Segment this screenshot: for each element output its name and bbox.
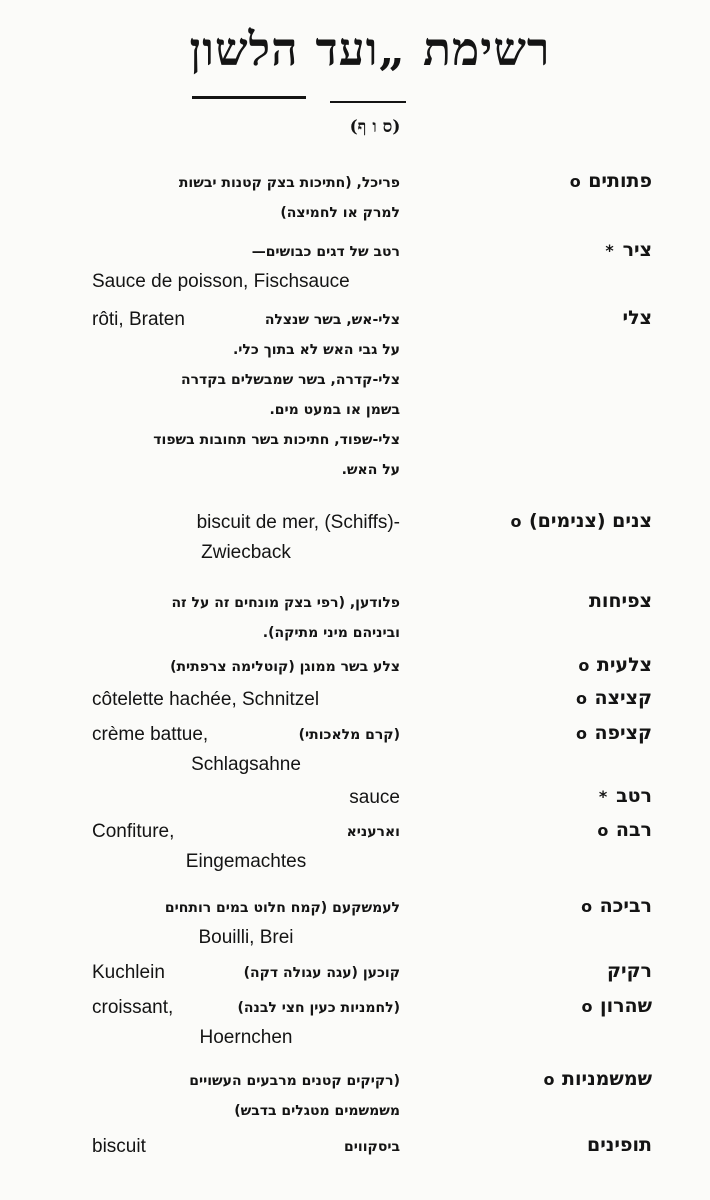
foreign-definition-line: Hoernchen (199, 1027, 293, 1048)
page-title: רשימת „ועד הלשון (189, 22, 551, 76)
foreign-definition-line: sauce (349, 787, 400, 808)
definition-line-mixed (92, 958, 400, 988)
hebrew-definition-line: פריכל, (חתיכות בצק קטנות יבשות (178, 175, 400, 191)
hebrew-definition-line: למרק או לחמיצה) (280, 205, 400, 221)
foreign-definition-line: biscuit de mer, (Schiffs)- (196, 512, 400, 533)
asterisk-marker: * (605, 241, 614, 260)
entry-headword (452, 307, 652, 329)
foreign-definition-line: côtelette hachée, Schnitzel (92, 689, 320, 710)
circle-marker: o (569, 172, 581, 191)
foreign-gloss: biscuit (92, 1136, 146, 1157)
circle-marker: o (576, 689, 588, 708)
entry-headword (452, 895, 652, 917)
foreign-gloss: Confiture, (92, 821, 175, 842)
entry-definition (92, 168, 400, 228)
headword-text: צלי (622, 307, 652, 329)
entry-definition (92, 783, 400, 813)
entry-headword (452, 722, 652, 744)
headword-text: קציצה (594, 687, 652, 709)
entry-headword (452, 1134, 652, 1156)
headword-text: פתותים (588, 170, 652, 192)
foreign-definition-line: Sauce de poisson, Fischsauce (92, 271, 350, 292)
foreign-gloss: croissant, (92, 997, 174, 1018)
entry-headword (452, 687, 652, 709)
entry-headword (452, 170, 652, 192)
headword-text: שמשמניות (561, 1068, 652, 1090)
headword-text: ציר (622, 239, 652, 261)
hebrew-gloss: צלי-אש, בשר שנצלה (264, 312, 400, 328)
entry-definition (92, 958, 400, 988)
hebrew-definition-line: לעמשקעם (קמח חלוט במים רותחים (164, 900, 400, 916)
hebrew-gloss: (לחמניות כעין חצי לבנה) (237, 1000, 400, 1016)
headword-text: רביכה (599, 895, 652, 917)
headword-text: רטב (616, 785, 652, 807)
headword-text: צנים (צנימים) (529, 510, 652, 532)
hebrew-definition-line: בשמן או במעט מים. (269, 402, 400, 418)
hebrew-definition-line: רטב של דגים כבושים— (251, 244, 400, 260)
foreign-gloss: Kuchlein (92, 962, 165, 983)
headword-text: רקיק (606, 960, 652, 982)
title-underline-right (330, 101, 406, 103)
hebrew-definition-line: (רקיקים קטנים מרבעים העשויים (189, 1073, 400, 1089)
hebrew-definition-line: פלודען, (רפי בצק מונחים זה על זה (171, 595, 400, 611)
entry-headword (452, 995, 652, 1017)
foreign-gloss: crème battue, (92, 724, 209, 745)
entry-headword (452, 1068, 652, 1090)
foreign-definition-line: Bouilli, Brei (198, 927, 294, 948)
entry-definition (92, 508, 400, 568)
hebrew-gloss: קוכען (עגה עגולה דקה) (243, 965, 400, 981)
entry-headword (452, 785, 652, 807)
definition-line-mixed (92, 817, 400, 847)
title-underline-left (192, 96, 306, 99)
circle-marker: o (575, 724, 587, 743)
entry-definition (92, 1066, 400, 1126)
entry-definition (92, 893, 400, 953)
entry-definition (92, 1132, 400, 1162)
headword-text: צלעית (596, 654, 652, 676)
hebrew-definition-line: משמשמים מטגלים בדבש) (234, 1103, 400, 1119)
hebrew-definition-line: וביניהם מיני מתיקה). (262, 625, 400, 641)
headword-text: רבה (615, 819, 652, 841)
foreign-definition-line: Zwiecback (201, 542, 291, 563)
foreign-gloss: rôti, Braten (92, 309, 185, 330)
entry-definition (92, 993, 400, 1053)
circle-marker: o (581, 997, 593, 1016)
definition-line-mixed (92, 305, 400, 335)
circle-marker: o (578, 656, 590, 675)
foreign-definition-line: Eingemachtes (185, 851, 307, 872)
hebrew-definition-line: על גבי האש לא בתוך כלי. (232, 342, 400, 358)
entry-definition (92, 237, 400, 297)
entry-definition (92, 817, 400, 877)
definition-line-mixed (92, 720, 400, 750)
entry-headword (452, 590, 652, 612)
entry-definition (92, 652, 400, 682)
hebrew-definition-line: צלי-קדרה, בשר שמבשלים בקדרה (180, 372, 400, 388)
headword-text: קציפה (594, 722, 652, 744)
definition-line-mixed (92, 993, 400, 1023)
definition-line-mixed (92, 1132, 400, 1162)
entry-definition (92, 588, 400, 648)
headword-text: שהרון (600, 995, 652, 1017)
headword-text: צפיחות (588, 590, 652, 612)
entry-headword (452, 239, 652, 261)
entry-headword (452, 654, 652, 676)
circle-marker: o (543, 1070, 555, 1089)
headword-text: תופינים (586, 1134, 652, 1156)
hebrew-gloss: ביסקווים (344, 1139, 400, 1155)
hebrew-gloss: וארעניא (346, 824, 400, 840)
circle-marker: o (597, 821, 609, 840)
circle-marker: o (581, 897, 593, 916)
hebrew-definition-line: צלי-שפוד, חתיכות בשר תחובות בשפוד (153, 432, 400, 448)
entry-definition (92, 305, 400, 485)
section-letter-label: (ס ו ף) (349, 117, 401, 137)
hebrew-gloss: (קרם מלאכותי) (298, 727, 400, 743)
circle-marker: o (510, 512, 522, 531)
asterisk-marker: * (598, 787, 608, 806)
foreign-definition-line: Schlagsahne (191, 754, 301, 775)
entry-definition (92, 720, 400, 780)
entry-headword (452, 960, 652, 982)
hebrew-definition-line: צלע בשר ממוגן (קוטלימה צרפתית) (170, 659, 400, 675)
entry-definition (92, 685, 400, 715)
hebrew-definition-line: על האש. (341, 462, 400, 478)
entry-headword (452, 510, 652, 532)
entry-headword (452, 819, 652, 841)
